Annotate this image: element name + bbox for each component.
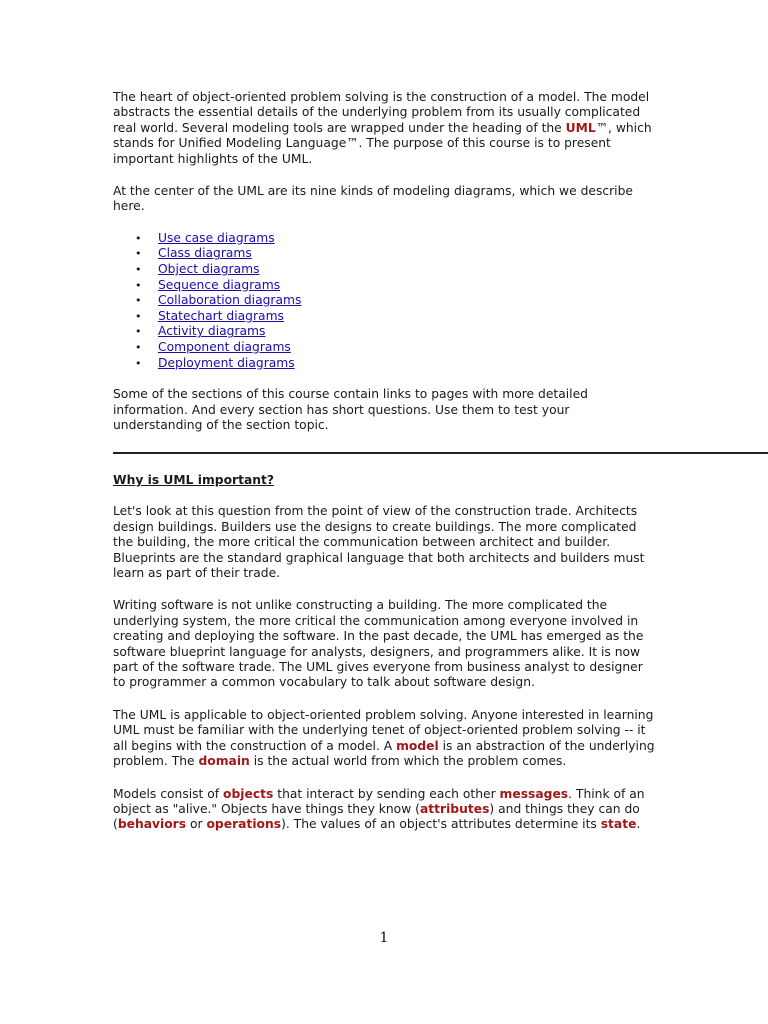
uml-term: UML bbox=[565, 120, 596, 135]
term-domain: domain bbox=[198, 754, 250, 769]
bullet-icon: • bbox=[135, 247, 142, 261]
section-paragraph-2: Writing software is not unlike constructing a building. The more complicated the underlying system, the more critical the communication among everyone involved in creating and deploying the software. In the past decade, the UML has emerged as the software blueprint language for analysts, designers, and programmers alike. It is now part of the software trade. The UML gives everyone from business analyst to designer to programmer a common vocabulary to talk about software design. bbox=[113, 598, 644, 690]
list-item bbox=[113, 293, 658, 309]
list-item bbox=[113, 278, 658, 294]
list-item bbox=[113, 262, 658, 278]
link-activity-diagrams[interactable]: Activity diagrams bbox=[158, 324, 266, 339]
link-object-diagrams[interactable]: Object diagrams bbox=[158, 262, 260, 277]
page-number: 1 bbox=[379, 930, 389, 946]
section-paragraph-4: Models consist of objects that interact by sending each other messages. Think of an object as "alive." Objects have things they know (attributes) and things they can do (behaviors or operations). The values of an object's attributes determine its state. bbox=[113, 786, 645, 832]
link-collaboration-diagrams[interactable]: Collaboration diagrams bbox=[158, 293, 302, 308]
term-state: state bbox=[600, 817, 637, 832]
section-paragraph-1: Let's look at this question from the point of view of the construction trade. Architects design buildings. Builders use the designs to create buildings. The more complicated the building, the more critical the communication between architect and builder. Blueprints are the standard graphical language that both architects and builders must learn as part of their trade. bbox=[113, 504, 645, 581]
section-paragraph-3: The UML is applicable to object-oriented problem solving. Anyone interested in learning UML must be familiar with the underlying tenet of object-oriented problem solving -- it all begins with the construction of a model. A model is an abstraction of the underlying problem. The domain is the actual world from which the problem comes. bbox=[113, 707, 655, 769]
bullet-icon: • bbox=[135, 263, 142, 277]
link-class-diagrams[interactable]: Class diagrams bbox=[158, 246, 252, 261]
list-item bbox=[113, 340, 658, 356]
bullet-icon: • bbox=[135, 309, 142, 323]
intro-section bbox=[113, 90, 658, 433]
intro-paragraph-2: At the center of the UML are its nine kinds of modeling diagrams, which we describe here. bbox=[113, 184, 633, 214]
link-component-diagrams[interactable]: Component diagrams bbox=[158, 340, 291, 354]
bullet-icon: • bbox=[135, 356, 142, 370]
term-operations: operations bbox=[206, 817, 282, 832]
link-sequence-diagrams[interactable]: Sequence diagrams bbox=[158, 277, 281, 292]
bullet-icon: • bbox=[135, 341, 142, 354]
term-attributes: attributes bbox=[419, 801, 490, 816]
why-uml-section bbox=[113, 473, 658, 833]
term-model: model bbox=[396, 738, 439, 753]
intro-paragraph-1: The heart of object-oriented problem solving is the construction of a model. The model abstracts the essential details of the underlying problem from its usually complicated real world. Several modeling tools are wrapped under the heading of the UML™, which stands for Unified Modeling Language™. The purpose of this course is to present important highlights of the UML. bbox=[113, 90, 652, 166]
diagram-links-list bbox=[113, 231, 658, 371]
list-item bbox=[113, 231, 658, 247]
bullet-icon: • bbox=[135, 325, 142, 339]
bullet-icon: • bbox=[135, 294, 142, 308]
link-deployment-diagrams[interactable]: Deployment diagrams bbox=[158, 355, 295, 370]
list-item bbox=[113, 309, 658, 325]
link-use-case-diagrams[interactable]: Use case diagrams bbox=[158, 230, 275, 245]
section-heading: Why is UML important? bbox=[113, 473, 275, 487]
bullet-icon: • bbox=[135, 278, 142, 292]
bullet-icon: • bbox=[135, 231, 142, 245]
term-behaviors: behaviors bbox=[117, 817, 187, 832]
list-item bbox=[113, 324, 658, 340]
list-item bbox=[113, 246, 658, 262]
link-statechart-diagrams[interactable]: Statechart diagrams bbox=[158, 308, 284, 323]
term-objects: objects bbox=[223, 786, 274, 801]
list-item bbox=[113, 356, 658, 372]
section-divider bbox=[113, 452, 768, 454]
intro-paragraph-3: Some of the sections of this course contain links to pages with more detailed information. And every section has short questions. Use them to test your understanding of the section topic. bbox=[113, 387, 588, 432]
term-messages: messages bbox=[499, 786, 569, 801]
